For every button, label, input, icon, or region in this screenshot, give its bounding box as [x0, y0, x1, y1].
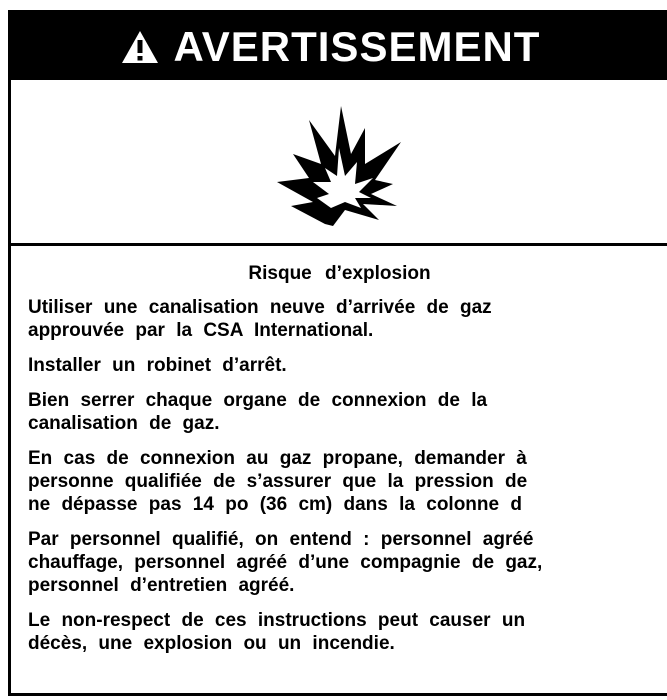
- instruction-line: personne qualifiée de s’assurer que la pression de: [28, 471, 528, 492]
- instruction-paragraph-1: [28, 296, 667, 342]
- warning-label: [8, 10, 667, 696]
- instruction-line: Installer un robinet d’arrêt.: [28, 355, 287, 376]
- warning-body: [11, 262, 667, 655]
- instruction-line: canalisation de gaz.: [28, 413, 220, 434]
- instruction-line: Bien serrer chaque organe de connexion de la: [28, 390, 488, 411]
- instruction-line: Utiliser une canalisation neuve d’arrivée de gaz: [28, 297, 492, 318]
- instruction-line: décès, une explosion ou un incendie.: [28, 633, 395, 654]
- instruction-line: Par personnel qualifié, on entend : personnel agréé: [28, 529, 534, 550]
- hazard-subtitle: Risque d’explosion: [248, 263, 431, 284]
- instruction-paragraph-3: [28, 389, 667, 435]
- pictogram-area: [11, 80, 667, 246]
- warning-header: [11, 13, 667, 80]
- instruction-line: En cas de connexion au gaz propane, demander à: [28, 448, 527, 469]
- instruction-paragraph-6: [28, 609, 667, 655]
- instruction-line: approuvée par la CSA International.: [28, 320, 374, 341]
- instruction-line: chauffage, personnel agréé d’une compagnie de gaz,: [28, 552, 543, 573]
- warning-title: AVERTISSEMENT: [173, 22, 541, 70]
- instruction-paragraph-2: [28, 354, 667, 377]
- warning-triangle-icon: [120, 29, 160, 65]
- instruction-line: Le non-respect de ces instructions peut causer un: [28, 610, 526, 631]
- explosion-icon: [273, 98, 413, 226]
- instruction-line: personnel d’entretien agréé.: [28, 575, 295, 596]
- instruction-paragraph-5: [28, 528, 667, 597]
- instruction-paragraph-4: [28, 447, 667, 516]
- instruction-line: ne dépasse pas 14 po (36 cm) dans la colonne d: [28, 494, 522, 515]
